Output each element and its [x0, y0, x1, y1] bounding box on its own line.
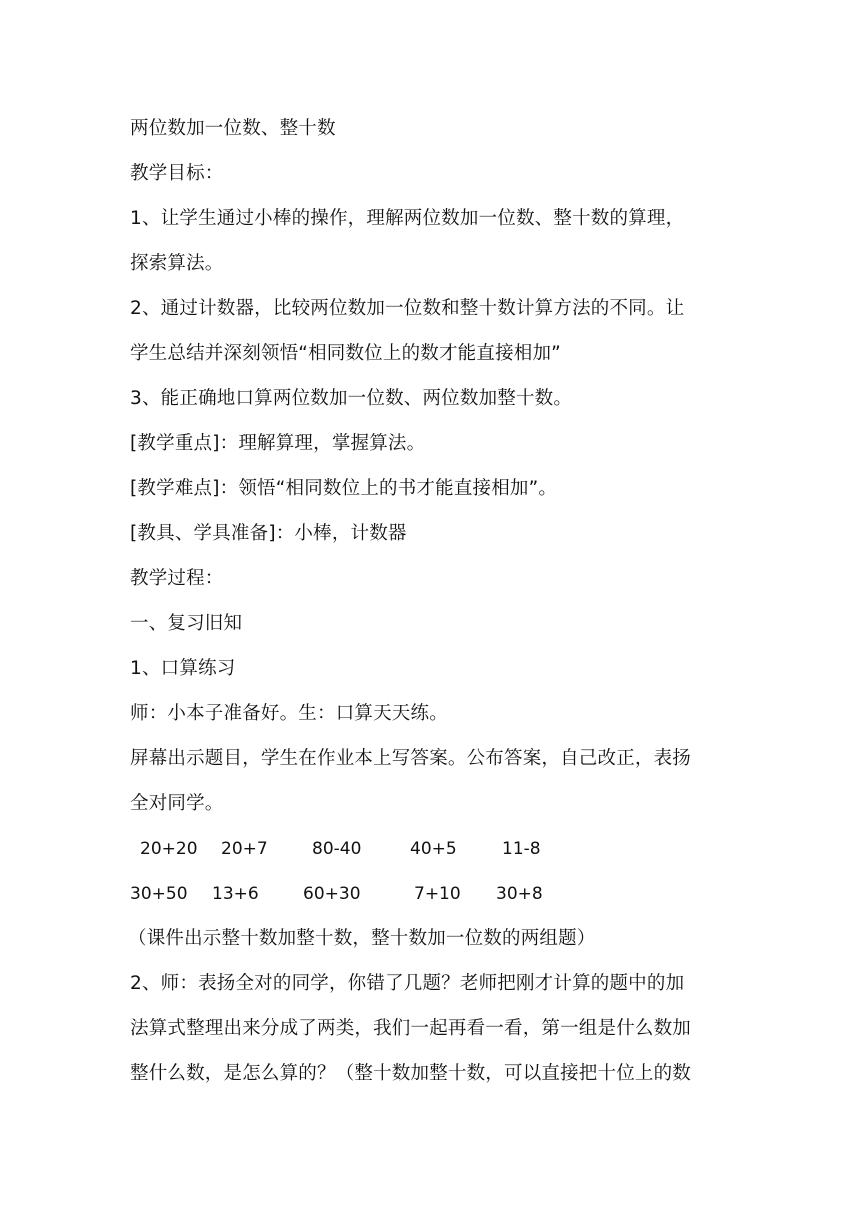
exercise-item: 11-8: [502, 839, 541, 859]
objective-2-line-2: 学生总结并深刻领悟“相同数位上的数才能直接相加”: [130, 343, 561, 364]
exercise-item: 80-40: [312, 839, 362, 859]
exercise-item: 40+5: [410, 839, 457, 859]
document-title: 两位数加一位数、整十数: [130, 118, 336, 139]
exercise-item: 13+6: [212, 884, 259, 904]
exercise-item: 30+8: [496, 884, 543, 904]
objective-2-line-1: 2、通过计数器，比较两位数加一位数和整十数计算方法的不同。让: [130, 298, 685, 319]
materials: [教具、学具准备]：小棒，计数器: [130, 523, 407, 544]
process-heading: 教学过程：: [130, 568, 224, 589]
exercise-item: 20+7: [221, 839, 268, 859]
step-2-line-1: 2、师：表扬全对的同学，你错了几题？老师把刚才计算的题中的加: [130, 973, 685, 994]
objectives-heading: 教学目标：: [130, 163, 224, 184]
objective-3: 3、能正确地口算两位数加一位数、两位数加整十数。: [130, 388, 573, 409]
step-2-line-2: 法算式整理出来分成了两类，我们一起再看一看，第一组是什么数加: [130, 1018, 692, 1039]
exercises-row-1: [130, 837, 740, 861]
step-1-heading: 1、口算练习: [130, 658, 236, 679]
step-2-line-3: 整什么数，是怎么算的？（整十数加整十数，可以直接把十位上的数: [130, 1063, 692, 1084]
section-1-heading: 一、复习旧知: [130, 613, 243, 634]
exercise-item: 60+30: [303, 884, 361, 904]
instruction-line-2: 全对同学。: [130, 793, 224, 814]
exercise-item: 20+20: [140, 839, 198, 859]
difficult-point: [教学难点]：领悟“相同数位上的书才能直接相加”。: [130, 478, 558, 499]
exercise-item: 30+50: [130, 884, 188, 904]
key-point: [教学重点]：理解算理，掌握算法。: [130, 433, 426, 454]
instruction-line-1: 屏幕出示题目，学生在作业本上写答案。公布答案，自己改正，表扬: [130, 748, 692, 769]
objective-1-line-1: 1、让学生通过小棒的操作，理解两位数加一位数、整十数的算理，: [130, 208, 685, 229]
exercise-item: 7+10: [414, 884, 461, 904]
dialogue: 师：小本子准备好。生：口算天天练。: [130, 703, 448, 724]
objective-1-line-2: 探索算法。: [130, 253, 224, 274]
exercises-row-2: [130, 882, 740, 906]
courseware-note: （课件出示整十数加整十数，整十数加一位数的两组题）: [128, 928, 596, 949]
